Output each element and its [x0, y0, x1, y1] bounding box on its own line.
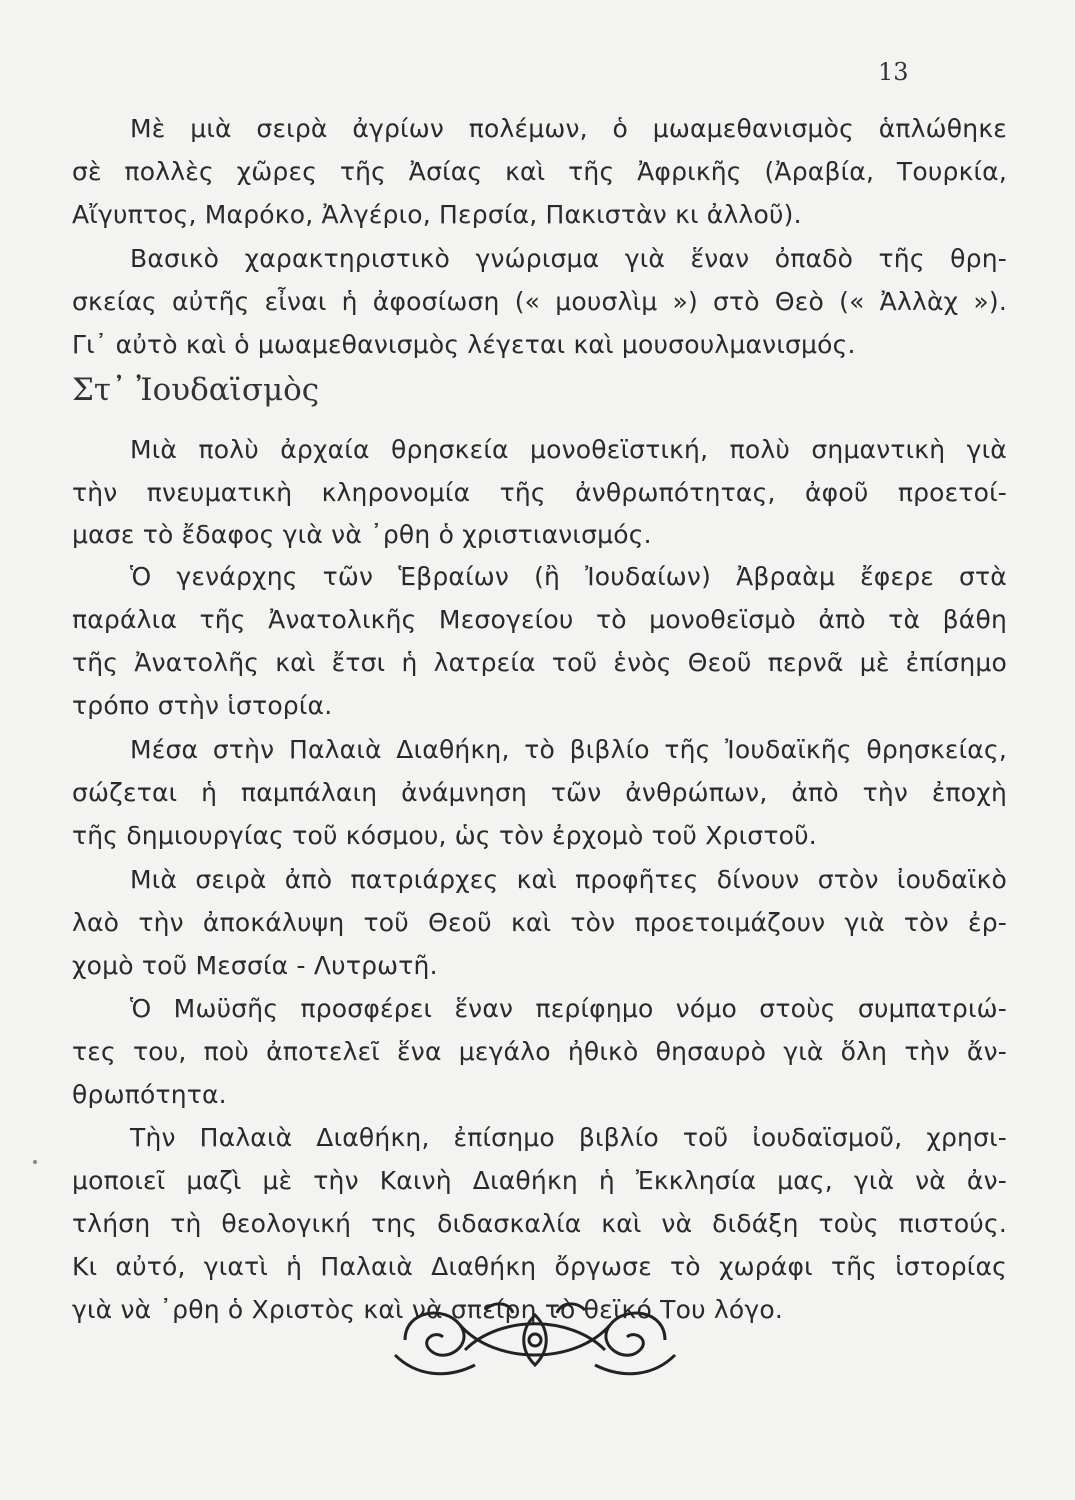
- text-line: παράλια τῆς Ἀνατολικῆς Μεσογείου τὸ μονοθεϊσμὸ ἀπὸ τὰ βάθη: [72, 605, 1007, 634]
- ornament-icon: [385, 1295, 685, 1385]
- text-line: Μιὰ σειρὰ ἀπὸ πατριάρχες καὶ προφῆτες δίνουν στὸν ἰουδαϊκὸ: [130, 865, 1007, 894]
- text-line: Τὴν Παλαιὰ Διαθήκη, ἐπίσημο βιβλίο τοῦ ἰουδαϊσμοῦ, χρησι-: [130, 1123, 1007, 1152]
- text-line: τῆς δημιουργίας τοῦ κόσμου, ὡς τὸν ἐρχομὸ τοῦ Χριστοῦ.: [72, 821, 817, 850]
- text-line: λαὸ τὴν ἀποκάλυψη τοῦ Θεοῦ καὶ τὸν προετοιμάζουν γιὰ τὸν ἐρ-: [72, 908, 1007, 937]
- text-line: Αἴγυπτος, Μαρόκο, Ἀλγέριο, Περσία, Πακιστὰν κι ἀλλοῦ).: [72, 200, 802, 229]
- text-line: Μὲ μιὰ σειρὰ ἀγρίων πολέμων, ὁ μωαμεθανισμὸς ἁπλώθηκε: [130, 114, 1007, 143]
- page-number: 13: [878, 58, 909, 86]
- text-line: τῆς Ἀνατολῆς καὶ ἔτσι ἡ λατρεία τοῦ ἑνὸς Θεοῦ περνᾶ μὲ ἐπίσημο: [72, 648, 1007, 677]
- text-line: τες του, ποὺ ἀποτελεῖ ἕνα μεγάλο ἠθικὸ θησαυρὸ γιὰ ὅλη τὴν ἄν-: [72, 1037, 1007, 1066]
- text-line: Ὁ γενάρχης τῶν Ἑβραίων (ἢ Ἰουδαίων) Ἀβραὰμ ἔφερε στὰ: [130, 562, 1007, 591]
- text-line: σκείας αὐτῆς εἶναι ἡ ἀφοσίωση (« μουσλὶμ ») στὸ Θεὸ (« Ἀλλὰχ »).: [72, 287, 1007, 316]
- text-line: μασε τὸ ἔδαφος γιὰ νὰ ᾽ρθη ὁ χριστιανισμός.: [72, 520, 652, 549]
- text-line: Γι᾽ αὐτὸ καὶ ὁ μωαμεθανισμὸς λέγεται καὶ μουσουλμανισμός.: [72, 330, 856, 359]
- text-line: τλήση τὴ θεολογική της διδασκαλία καὶ νὰ διδάξη τοὺς πιστούς.: [72, 1209, 1007, 1238]
- text-line: Ὁ Μωϋσῆς προσφέρει ἕναν περίφημο νόμο στοὺς συμπατριώ-: [130, 994, 1007, 1023]
- text-line: σώζεται ἡ παμπάλαιη ἀνάμνηση τῶν ἀνθρώπων, ἀπὸ τὴν ἐποχὴ: [72, 778, 1007, 807]
- text-line: Μιὰ πολὺ ἀρχαία θρησκεία μονοθεϊστική, πολὺ σημαντικὴ γιὰ: [130, 435, 1007, 464]
- text-line: Μέσα στὴν Παλαιὰ Διαθήκη, τὸ βιβλίο τῆς Ἰουδαϊκῆς θρησκείας,: [130, 735, 1007, 764]
- text-line: Κι αὐτό, γιατὶ ἡ Παλαιὰ Διαθήκη ὄργωσε τὸ χωράφι τῆς ἱστορίας: [72, 1252, 1007, 1281]
- text-line: τρόπο στὴν ἱστορία.: [72, 691, 333, 720]
- text-line: γιὰ νὰ ᾽ρθη ὁ Χριστὸς καὶ νὰ σπείρη τὸ θεϊκό Του λόγο.: [72, 1295, 784, 1324]
- text-line: σὲ πολλὲς χῶρες τῆς Ἀσίας καὶ τῆς Ἀφρικῆς (Ἀραβία, Τουρκία,: [72, 157, 1007, 186]
- text-line: τὴν πνευματικὴ κληρονομία τῆς ἀνθρωπότητας, ἀφοῦ προετοί-: [72, 478, 1007, 507]
- text-line: Βασικὸ χαρακτηριστικὸ γνώρισμα γιὰ ἕναν ὀπαδὸ τῆς θρη-: [130, 244, 1007, 273]
- text-line: μοποιεῖ μαζὶ μὲ τὴν Καινὴ Διαθήκη ἡ Ἐκκλησία μας, γιὰ νὰ ἀν-: [72, 1166, 1007, 1195]
- text-line: χομὸ τοῦ Μεσσία - Λυτρωτῆ.: [72, 951, 438, 980]
- text-line: θρωπότητα.: [72, 1080, 227, 1109]
- scan-speck: [33, 1160, 37, 1164]
- section-heading: Στ᾽ Ἰουδαϊσμὸς: [72, 372, 320, 408]
